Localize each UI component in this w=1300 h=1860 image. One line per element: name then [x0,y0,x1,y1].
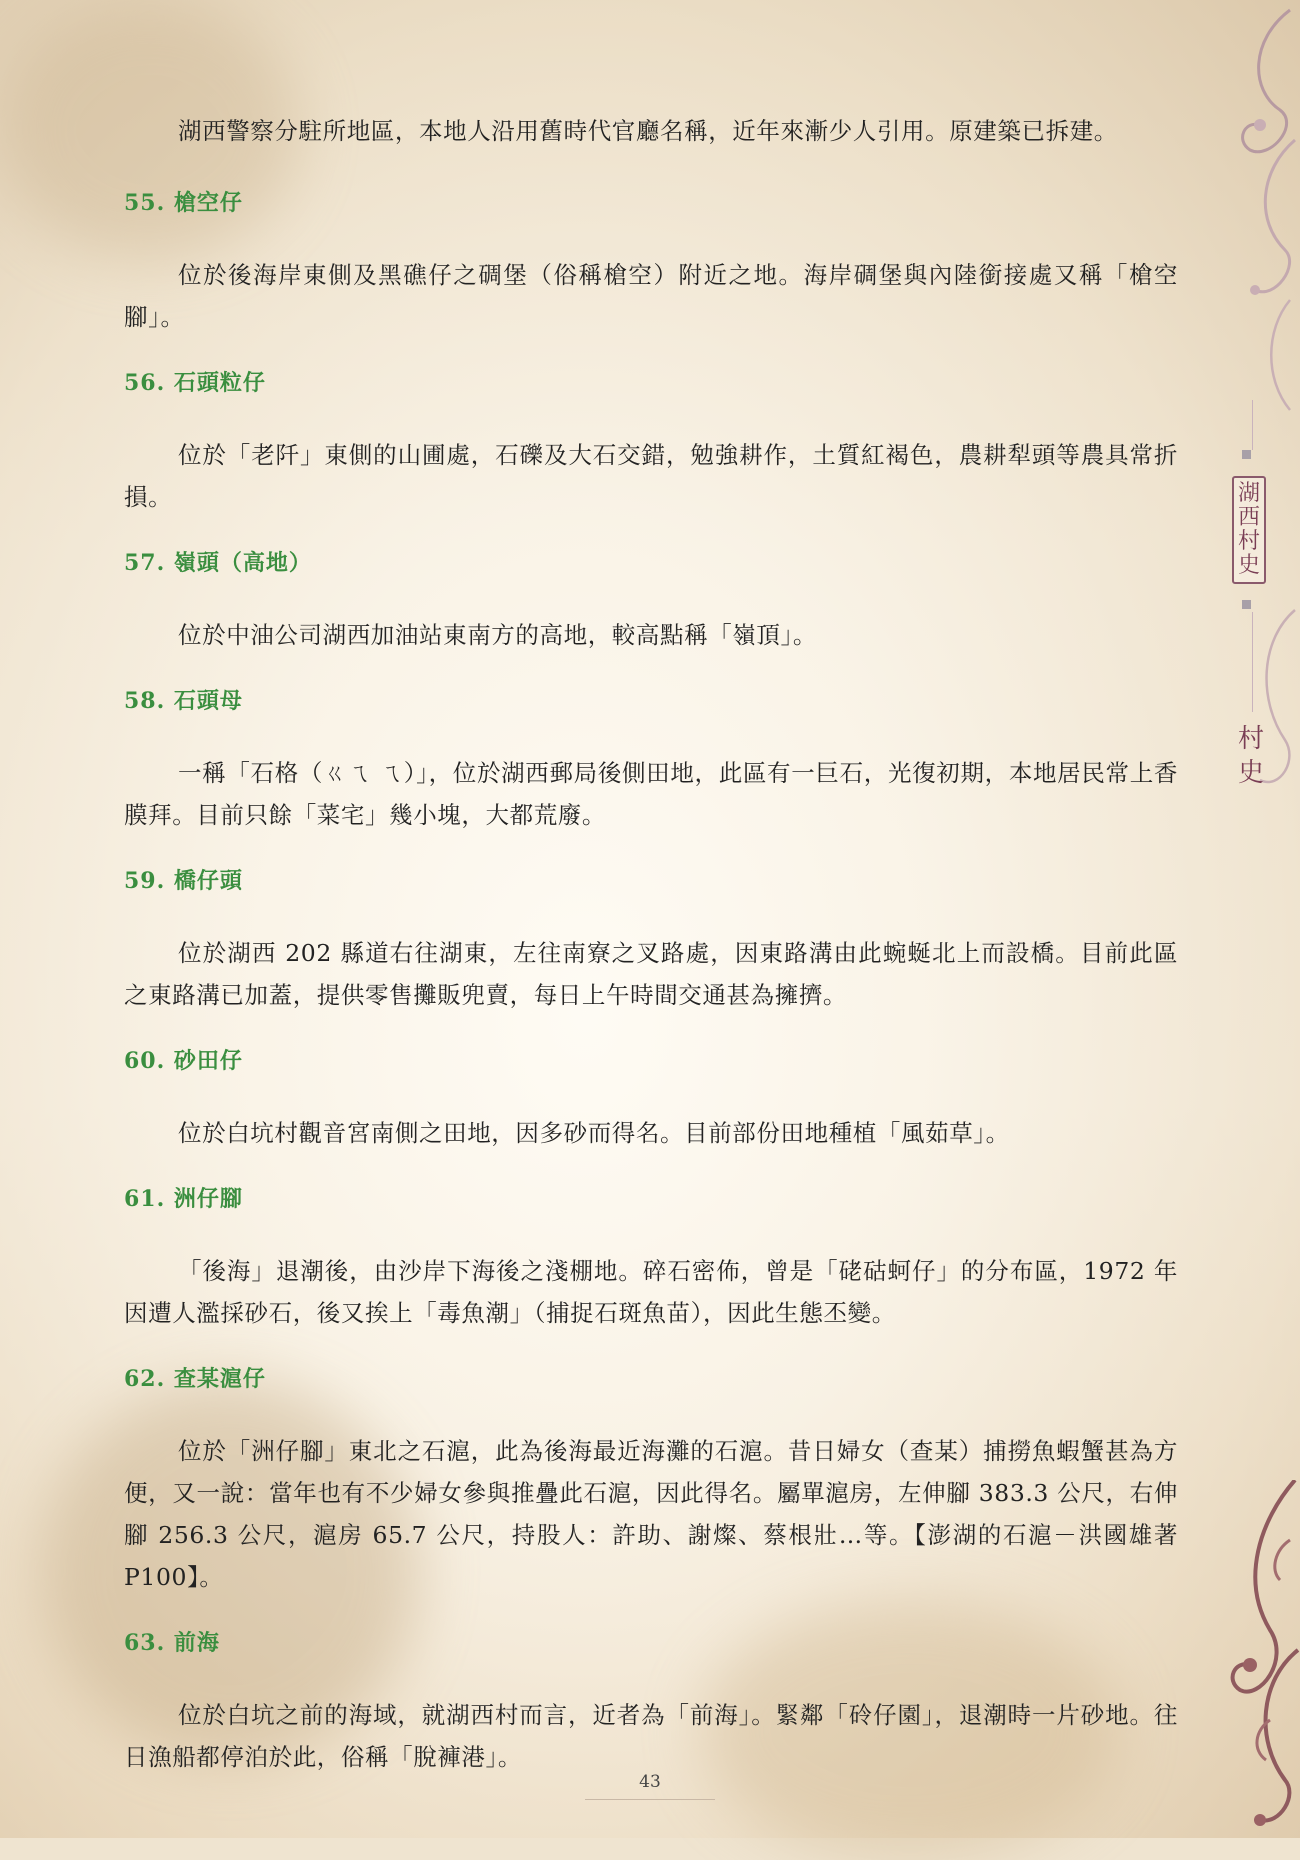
entry-title: 62. 查某滬仔 [124,1366,266,1392]
entry-paragraph: 位於「洲仔腳」東北之石滬，此為後海最近海灘的石滬。昔日婦女（查某）捕撈魚蝦蟹甚為方便，又一說：當年也有不少婦女參與推疊此石滬，因此得名。屬單滬房，左伸腳 383.3 公尺，右伸腳 256.3 公尺，滬房 65.7 公尺，持股人：許助、謝燦、蔡根壯…等。【澎湖的石滬－洪國雄著 P100】。 [124,1437,1178,1591]
entry-title: 60. 砂田仔 [124,1048,243,1074]
page-content [124,110,1178,1802]
page-number: 43 [639,1772,661,1792]
side-square-marker [1242,600,1251,609]
entry-title: 63. 前海 [124,1630,220,1656]
entry-title: 59. 橋仔頭 [124,868,243,894]
entry-title: 61. 洲仔腳 [124,1186,243,1212]
entry-title: 55. 槍空仔 [124,190,243,216]
side-section-label: 村 史 [1237,724,1264,788]
entry-paragraph: 位於湖西 202 縣道右往湖東，左往南寮之叉路處，因東路溝由此蜿蜒北上而設橋。目前此區之東路溝已加蓋，提供零售攤販兜賣，每日上午時間交通甚為擁擠。 [124,939,1178,1009]
page-number-rule [585,1799,715,1800]
side-rule [1252,400,1253,450]
entry-paragraph: 位於「老阡」東側的山圃處，石礫及大石交錯，勉強耕作，土質紅褐色，農耕犁頭等農具常折損。 [124,441,1178,511]
entry-paragraph: 位於中油公司湖西加油站東南方的高地，較高點稱「嶺頂」。 [178,621,817,649]
entry-paragraph: 一稱「石格（ㄍㄟ ㄟ）」，位於湖西郵局後側田地，此區有一巨石，光復初期，本地居民常上香膜拜。目前只餘「菜宅」幾小塊，大都荒廢。 [124,759,1178,829]
entry-paragraph: 位於白坑村觀音宮南側之田地，因多砂而得名。目前部份田地種植「風茹草」。 [178,1119,1010,1147]
book-title-seal: 湖 西 村 史 [1232,476,1266,584]
entry-paragraph: 「後海」退潮後，由沙岸下海後之淺棚地。碎石密佈，曾是「硓𥑮蚵仔」的分布區，1972 年因遭人濫採砂石，後又挨上「毒魚潮」（捕捉石斑魚苗），因此生態丕變。 [124,1257,1178,1327]
entry-title: 58. 石頭母 [124,688,243,714]
entry-paragraph: 位於白坑之前的海域，就湖西村而言，近者為「前海」。緊鄰「砱仔園」，退潮時一片砂地。往日漁船都停泊於此，俗稱「脫褲港」。 [124,1701,1178,1771]
entry-title: 57. 嶺頭（高地） [124,550,312,576]
intro-paragraph: 湖西警察分駐所地區，本地人沿用舊時代官廳名稱，近年來漸少人引用。原建築已拆建。 [178,117,1118,145]
side-square-marker [1242,450,1251,459]
entry-title: 56. 石頭粒仔 [124,370,266,396]
side-rule [1252,612,1253,712]
entry-paragraph: 位於後海岸東側及黑礁仔之碉堡（俗稱槍空）附近之地。海岸碉堡與內陸銜接處又稱「槍空腳」。 [124,261,1178,331]
floral-ornament-top [1230,0,1300,470]
